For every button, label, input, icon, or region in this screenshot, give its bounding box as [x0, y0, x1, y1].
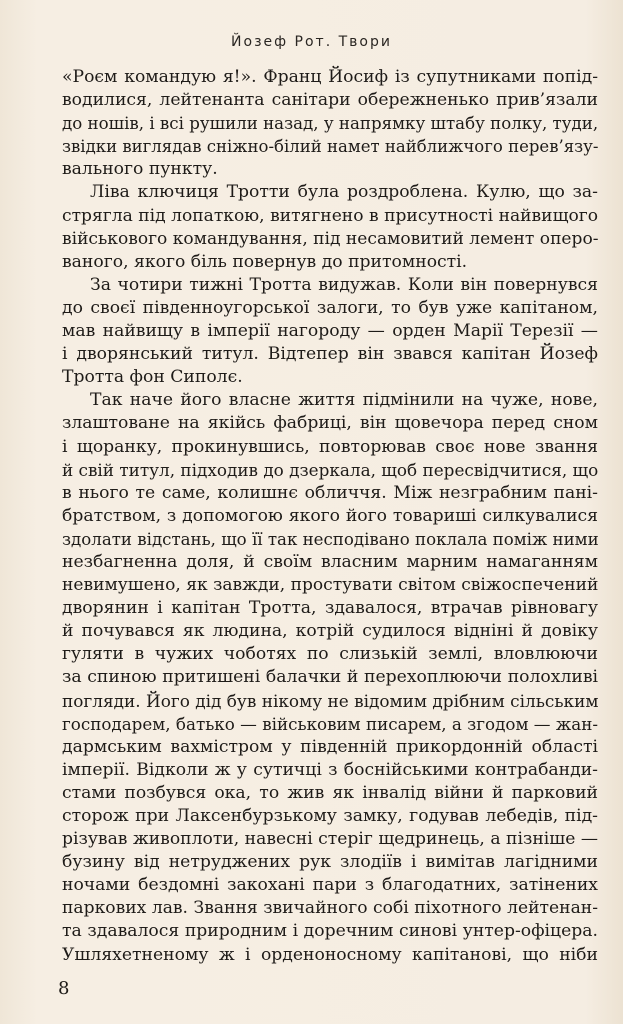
text-line: Так наче його власне життя підмінили на чуже, нове, [90, 390, 598, 411]
body-text [62, 66, 598, 967]
text-line: ночами бездомні закохані пари з благодатних, затінених [62, 875, 598, 896]
text-line: військового командування, під несамовитий лемент оперо- [62, 228, 599, 249]
text-line: стами позбувся ока, то жив як інвалід війни й парковий [62, 782, 598, 803]
text-line: й свій титул, підходив до дзеркала, щоб пересвідчитися, що [62, 459, 599, 480]
text-line: «Роєм командую я!». Франц Йосиф із супутниками попід- [62, 67, 598, 87]
paragraph [62, 274, 598, 389]
text-line: Ушляхетненому ж і орденоносному капітанові, що ніби [62, 944, 598, 965]
text-line: гуляти в чужих чоботях по слизькій землі, вловлюючи [62, 644, 598, 665]
text-line: незбагненна доля, й своїм власним марним намаганням [62, 551, 598, 572]
text-line: і дворянський титул. Відтепер він звався капітан Йозеф [62, 344, 598, 365]
text-line: Ліва ключиця Тротти була роздроблена. Кулю, що за- [90, 182, 598, 203]
text-line: дармським вахмістром у південній прикордонній області [62, 736, 598, 757]
text-line: та здавалося природним і доречним синові унтер-офіцера. [62, 921, 598, 942]
text-line: водилися, лейтенанта санітари обережненько прив’язали [62, 90, 598, 111]
text-line: до своєї південноугорської залоги, то був уже капітаном, [62, 297, 598, 318]
text-line: імперії. Відколи ж у сутичці з боснійськими контрабанди- [62, 759, 598, 780]
text-line: дворянин і капітан Тротта, здавалося, втрачав рівновагу [62, 598, 598, 619]
text-line: Тротта фон Сиполє. [62, 367, 243, 388]
text-line: мав найвищу в імперії нагороду — орден Марії Терезії — [62, 321, 598, 342]
text-line: злаштоване на якійсь фабриці, він щовечора перед сном [62, 413, 598, 434]
text-line: стрягла під лопаткою, витягнено в присутності найвищого [62, 205, 598, 226]
page-number: 8 [58, 978, 70, 999]
text-line: господарем, батько — військовим писарем, а згодом — жан- [62, 713, 598, 734]
text-line: бузину від нетруджених рук злодіїв і вимітав лагідними [62, 852, 598, 873]
text-line: братством, з допомогою якого його товариші силкувалися [62, 505, 598, 526]
text-line: і щоранку, прокинувшись, повторював своє нове звання [62, 436, 598, 457]
text-line: За чотири тижні Тротта видужав. Коли він повернувся [90, 274, 598, 295]
text-line: невимушено, як завжди, простувати світом свіжоспечений [62, 575, 599, 596]
paragraph [62, 389, 598, 966]
text-line: здолати відстань, що її так несподівано поклала поміж ними [62, 529, 599, 549]
text-line: ваного, якого біль повернув до притомності. [62, 251, 468, 272]
text-line: вального пункту. [62, 159, 218, 180]
text-line: сторож при Лаксенбурзькому замку, годував лебедів, під- [62, 806, 598, 826]
text-line: паркових лав. Звання звичайного собі піхотного лейтенан- [62, 898, 598, 919]
text-line: різував живоплоти, навесні стеріг щедринець, а пізніше — [62, 829, 598, 850]
text-line: погляди. Його дід був нікому не відомим дрібним сільським [62, 690, 599, 711]
paragraph [62, 66, 598, 181]
text-line: до ношів, і всі рушили назад, у напрямку штабу полку, туди, [62, 114, 599, 134]
paragraph [62, 181, 598, 273]
text-line: в нього те саме, колишнє обличчя. Між незграбним пані- [62, 482, 598, 503]
running-head: Йозеф Рот. Твори [231, 34, 392, 50]
text-line: звідки виглядав сніжно-білий намет найближчого перев’язу- [62, 137, 599, 157]
text-line: за спиною притишені балачки й перехоплюючи полохливі [62, 667, 598, 688]
text-line: й почувався як людина, котрій судилося відніні й довіку [62, 621, 598, 642]
